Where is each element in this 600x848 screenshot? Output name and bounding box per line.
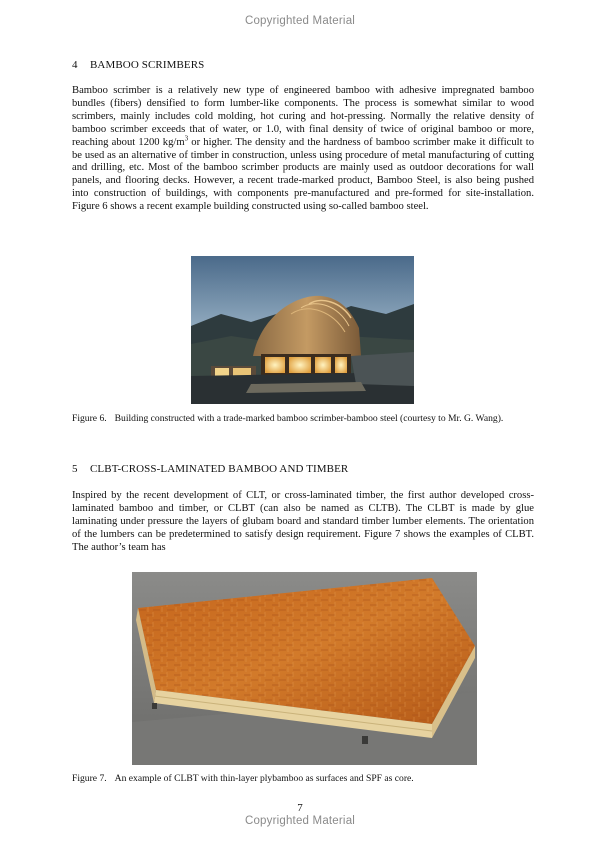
watermark-bottom: Copyrighted Material — [244, 815, 356, 827]
section-4-paragraph-part-b: or higher. The density and the hardness of bamboo scrimber make it difficult to be used as an alternative of timber in construction, unless using procedure of metal manufacturing of cutting and drilling, etc. Most of the bamboo scrimber products are mainly used as outdoor decorations for wall panels, and flooring decks. However, a recent trade-marked product, Bamboo Steel, is also being pushed into construction of buildings, with components pre-manufactured and pre-formed for site-installation. Figure 6 shows a recent example building constructed using so-called bamboo steel. — [72, 136, 535, 213]
bamboo-steel-building-photo — [191, 256, 414, 404]
section-5-heading — [72, 463, 348, 475]
clbt-panel-photo — [132, 572, 477, 765]
density-unit-superscript: 3 — [184, 134, 189, 143]
figure-7-photo — [132, 572, 477, 765]
section-5-number: 5 — [72, 463, 78, 475]
page-number: 7 — [297, 802, 303, 814]
section-4-title: BAMBOO SCRIMBERS — [90, 59, 205, 71]
figure-6-photo — [191, 256, 414, 404]
figure-7-caption-text: An example of CLBT with thin-layer plybamboo as surfaces and SPF as core. — [114, 773, 414, 784]
section-5-paragraph: Inspired by the recent development of CLT, or cross-laminated timber, the first author developed cross-laminated bamboo and timber, or CLBT (can also be named as CLTB). The CLBT is made by glue laminating under pressure the layers of glubam board and standard timber lumber elements. The orientation of the lumbers can be predetermined to satisfy design requirement. Figure 7 shows the examples of CLBT. The author’s team has — [72, 490, 534, 553]
section-4-heading — [72, 59, 204, 71]
figure-7-caption — [72, 773, 534, 785]
section-4-paragraph — [72, 85, 534, 214]
figure-7-label: Figure 7. — [72, 773, 107, 784]
watermark-top: Copyrighted Material — [244, 15, 356, 27]
section-4-number: 4 — [72, 59, 78, 71]
figure-6-caption-text: Building constructed with a trade-marked bamboo scrimber-bamboo steel (courtesy to Mr. G. Wang). — [114, 413, 504, 424]
section-5-title: CLBT-CROSS-LAMINATED BAMBOO AND TIMBER — [90, 463, 349, 475]
figure-6-caption — [72, 413, 534, 425]
figure-6-label: Figure 6. — [72, 413, 107, 424]
section-4-paragraph-part-a: Bamboo scrimber is a relatively new type of engineered bamboo with adhesive impregnated bamboo bundles (fibers) densified to form lumber-like components. The process is somewhat similar to wood scrimbers, mainly includes cold molding, hot curing and hot-pressing. Normally the relative density of bamboo scrimber exceeds that of water, or 1.0, with final density of twice of original bamboo or more, reaching about 1200 kg/m — [72, 85, 534, 148]
